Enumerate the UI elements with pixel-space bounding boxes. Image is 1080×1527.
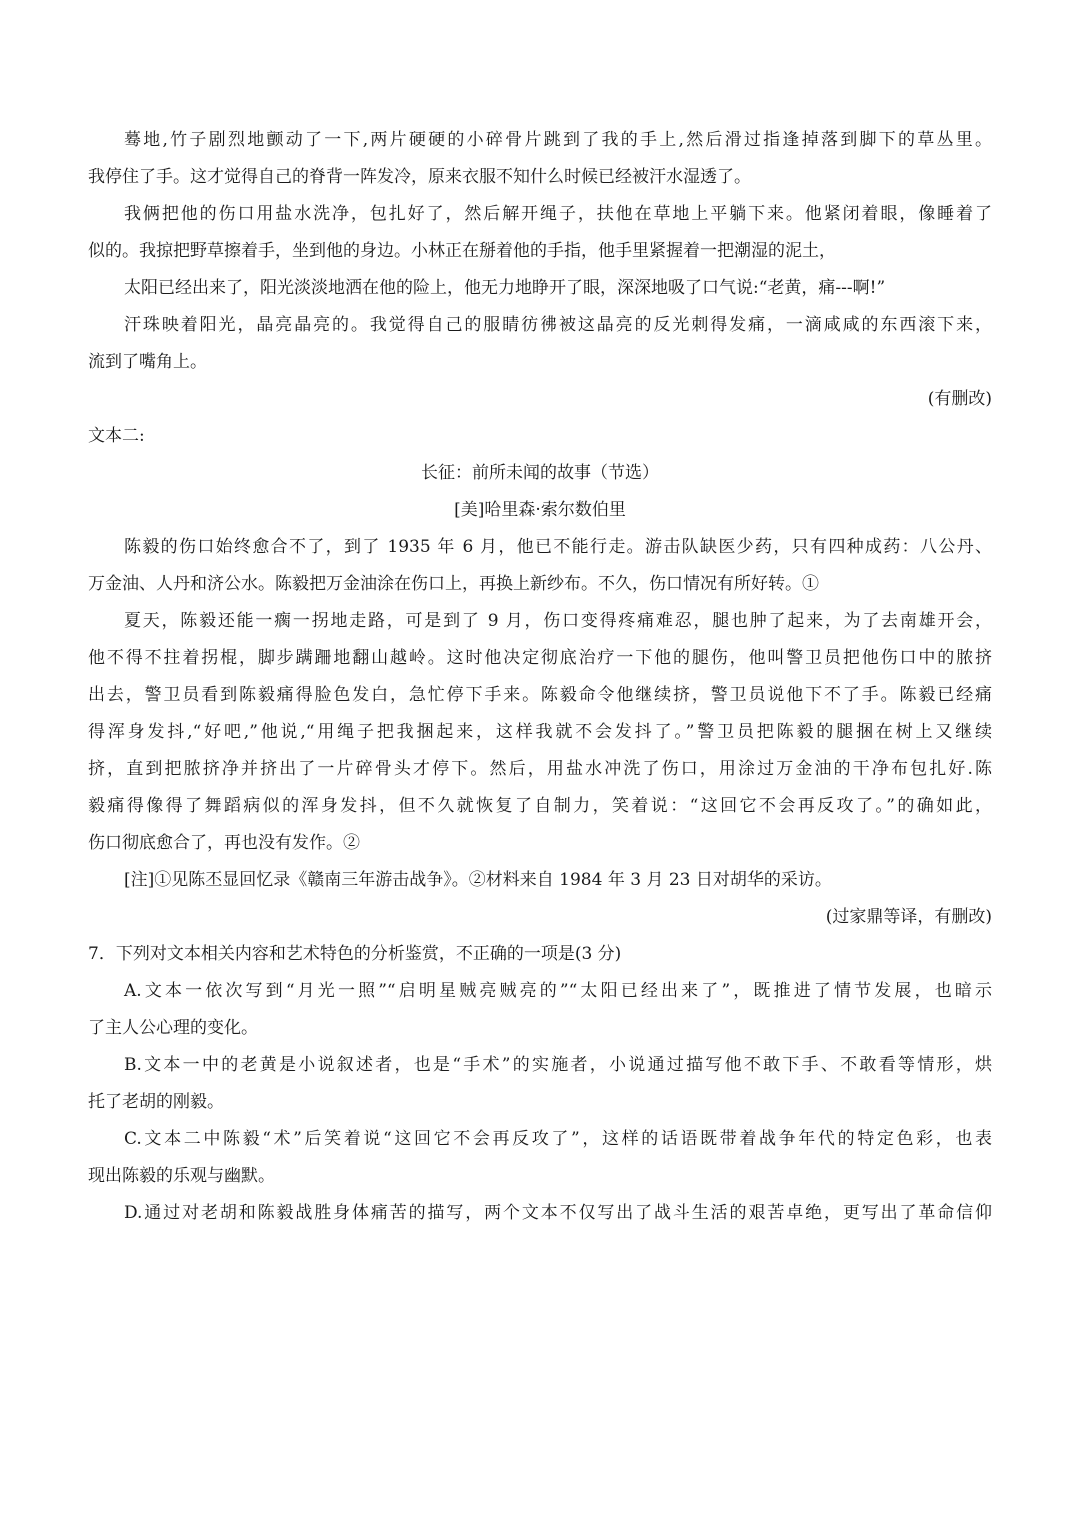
- question-stem: 7．下列对文本相关内容和艺术特色的分析鉴赏，不正确的一项是(3 分): [88, 944, 622, 964]
- text-line: 万金油、人丹和济公水。陈毅把万金油涂在伤口上，再换上新纱布。不久，伤口情况有所好转。①: [88, 574, 819, 594]
- text-line: 似的。我掠把野草擦着手，坐到他的身边。小林正在掰着他的手指，他手里紧握着一把潮湿的泥土，: [88, 241, 836, 261]
- text-line: 我停住了手。这才觉得自己的脊背一阵发冷，原来衣服不知什么时候已经被汗水湿透了。: [88, 167, 751, 187]
- text2-credit: (过家鼎等译，有删改): [825, 907, 992, 927]
- text-line: 陈毅的伤口始终愈合不了，到了 1935 年 6 月，他已不能行走。游击队缺医少药，只有四种成药：八公丹、: [124, 537, 992, 557]
- text-line: 他不得不拄着拐棍，脚步蹒跚地翻山越岭。这时他决定彻底治疗一下他的腿伤，他叫警卫员把他伤口中的脓挤: [88, 648, 992, 668]
- text-line: 现出陈毅的乐观与幽默。: [88, 1166, 275, 1186]
- text-line: 伤口彻底愈合了，再也没有发作。②: [88, 833, 360, 853]
- text-line: 汗珠映着阳光，晶亮晶亮的。我觉得自己的服睛彷彿被这晶亮的反光刺得发痛，一滴咸咸的东西滚下来，: [124, 315, 992, 335]
- option-c: [88, 1121, 992, 1195]
- text1-section: [88, 122, 992, 418]
- text-line: 得浑身发抖,“好吧,”他说,“用绳子把我捆起来，这样我就不会发抖了。”警卫员把陈毅的腿捆在树上又继续: [88, 722, 992, 742]
- text-line: D.通过对老胡和陈毅战胜身体痛苦的描写，两个文本不仅写出了战斗生活的艰苦卓绝，更写出了革命信仰: [124, 1203, 992, 1223]
- option-d: [88, 1195, 992, 1232]
- text2-label: 文本二:: [88, 426, 145, 446]
- text1-paragraph-3: [88, 270, 992, 307]
- text-line: 夏天，陈毅还能一瘸一拐地走路，可是到了 9 月，伤口变得疼痛难忍，腿也肿了起来，为了去南雄开会，: [124, 611, 992, 631]
- text2-author: [美]哈里森·索尔数伯里: [454, 500, 626, 520]
- text2-section: [88, 418, 992, 936]
- text-line: C.文本二中陈毅“术”后笑着说“这回它不会再反攻了”，这样的话语既带着战争年代的特定色彩，也表: [124, 1129, 992, 1149]
- option-b: [88, 1047, 992, 1121]
- text2-paragraph-1: [88, 529, 992, 603]
- text-line: 了主人公心理的变化。: [88, 1018, 258, 1038]
- text-line: 流到了嘴角上。: [88, 352, 207, 372]
- text-line: A.文本一依次写到“月光一照”“启明星贼亮贼亮的”“太阳已经出来了”，既推进了情节发展，也暗示: [124, 981, 992, 1001]
- document-page: [88, 122, 992, 1232]
- text1-edit-note: (有删改): [927, 389, 992, 409]
- text-line: 蓦地,竹子剧烈地颤动了一下,两片硬硬的小碎骨片跳到了我的手上,然后滑过指逢掉落到脚下的草丛里。: [124, 130, 992, 150]
- text1-paragraph-4: [88, 307, 992, 381]
- text2-paragraph-2: [88, 603, 992, 862]
- text-line: 毅痛得像得了舞蹈病似的浑身发抖，但不久就恢复了自制力，笑着说：“这回它不会再反攻了。”的确如此，: [88, 796, 992, 816]
- text2-title: 长征：前所未闻的故事（节选）: [421, 463, 659, 483]
- question-7: [88, 936, 992, 1232]
- text-line: 出去，警卫员看到陈毅痛得脸色发白，急忙停下手来。陈毅命令他继续挤，警卫员说他下不了手。陈毅已经痛: [88, 685, 992, 705]
- text1-paragraph-2: [88, 196, 992, 270]
- text-line: 托了老胡的刚毅。: [88, 1092, 224, 1112]
- text-line: 挤，直到把脓挤净并挤出了一片碎骨头才停下。然后，用盐水冲洗了伤口，用涂过万金油的干净布包扎好.陈: [88, 759, 992, 779]
- option-a: [88, 973, 992, 1047]
- text-line: B.文本一中的老黄是小说叙述者，也是“手术”的实施者，小说通过描写他不敢下手、不敢看等情形，烘: [124, 1055, 992, 1075]
- text-line: 太阳已经出来了，阳光淡淡地洒在他的险上，他无力地睁开了眼，深深地吸了口气说:“老黄，痛---啊!”: [124, 278, 886, 298]
- text-line: 我俩把他的伤口用盐水洗净，包扎好了，然后解开绳子，扶他在草地上平躺下来。他紧闭着眼，像睡着了: [124, 204, 992, 224]
- text2-footnote: [注]①见陈丕显回忆录《赣南三年游击战争》。②材料来自 1984 年 3 月 23 日对胡华的采访。: [124, 870, 832, 890]
- text1-paragraph-1: [88, 122, 992, 196]
